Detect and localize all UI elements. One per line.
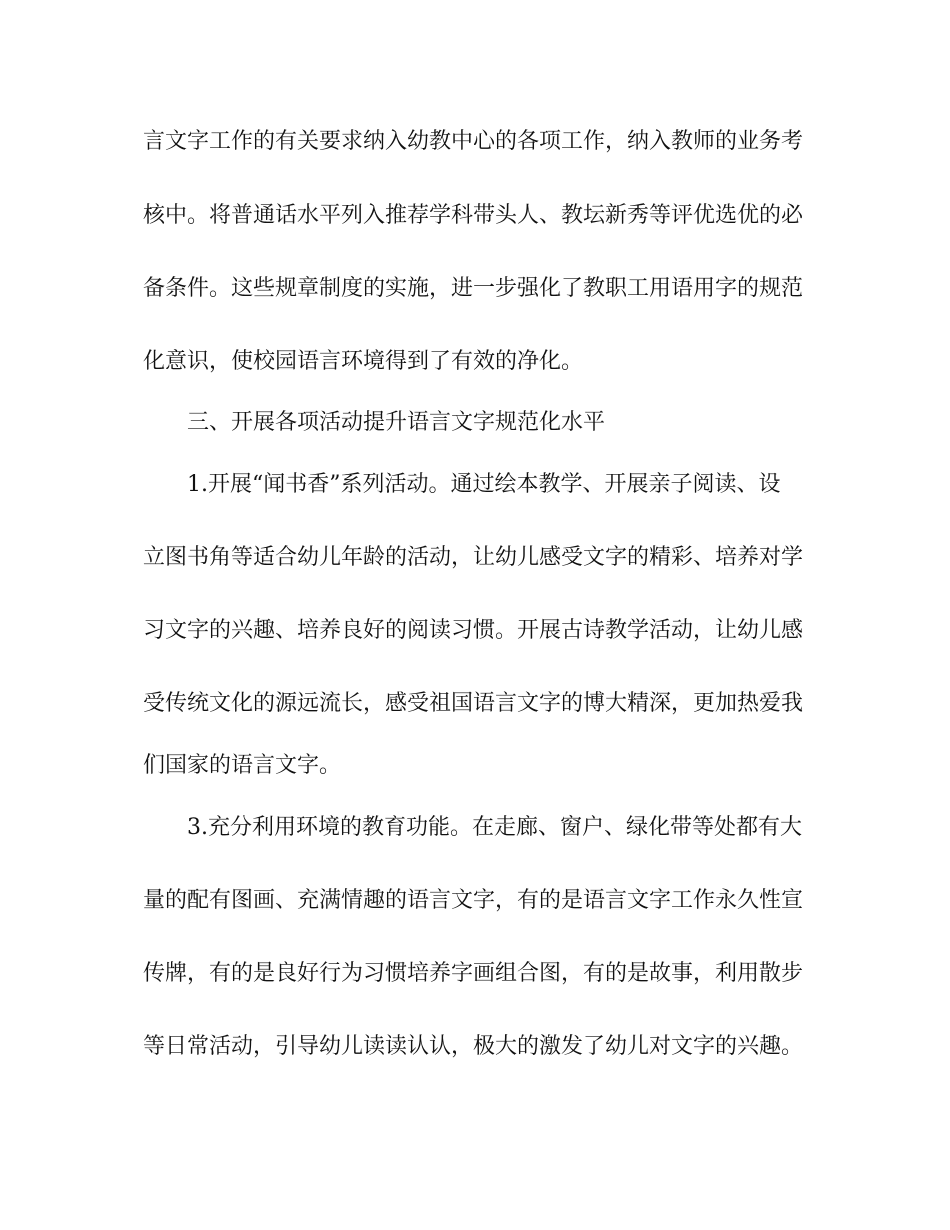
paragraph-line: 等日常活动，引导幼儿读读认认，极大的激发了幼儿对文字的兴趣。 (143, 1034, 804, 1059)
paragraph-line: 传牌，有的是良好行为习惯培养字画组合图，有的是故事，利用散步 (143, 961, 804, 986)
paragraph-line: 受传统文化的源远流长，感受祖国语言文字的博大精深，更加热爱我 (143, 691, 804, 716)
paragraph-line: 1.开展“闻书香”系列活动。通过绘本教学、开展亲子阅读、设 (187, 472, 781, 497)
paragraph-line: 3.充分利用环境的教育功能。在走廊、窗户、绿化带等处都有大 (187, 815, 802, 840)
paragraph-line: 备条件。这些规章制度的实施，进一步强化了教职工用语用字的规范 (143, 276, 804, 301)
paragraph-line: 习文字的兴趣、培养良好的阅读习惯。开展古诗教学活动，让幼儿感 (143, 618, 804, 643)
paragraph-line: 量的配有图画、充满情趣的语言文字，有的是语言文字工作永久性宣 (143, 888, 804, 913)
paragraph-line: 言文字工作的有关要求纳入幼教中心的各项工作，纳入教师的业务考 (143, 129, 804, 154)
paragraph-line: 化意识，使校园语言环境得到了有效的净化。 (143, 349, 584, 374)
paragraph-line: 立图书角等适合幼儿年龄的活动，让幼儿感受文字的精彩、培养对学 (143, 545, 804, 570)
section-heading: 三、开展各项活动提升语言文字规范化水平 (187, 410, 606, 435)
paragraph-line: 们国家的语言文字。 (143, 753, 342, 778)
paragraph-line: 核中。将普通话水平列入推荐学科带头人、教坛新秀等评优选优的必 (143, 203, 804, 228)
